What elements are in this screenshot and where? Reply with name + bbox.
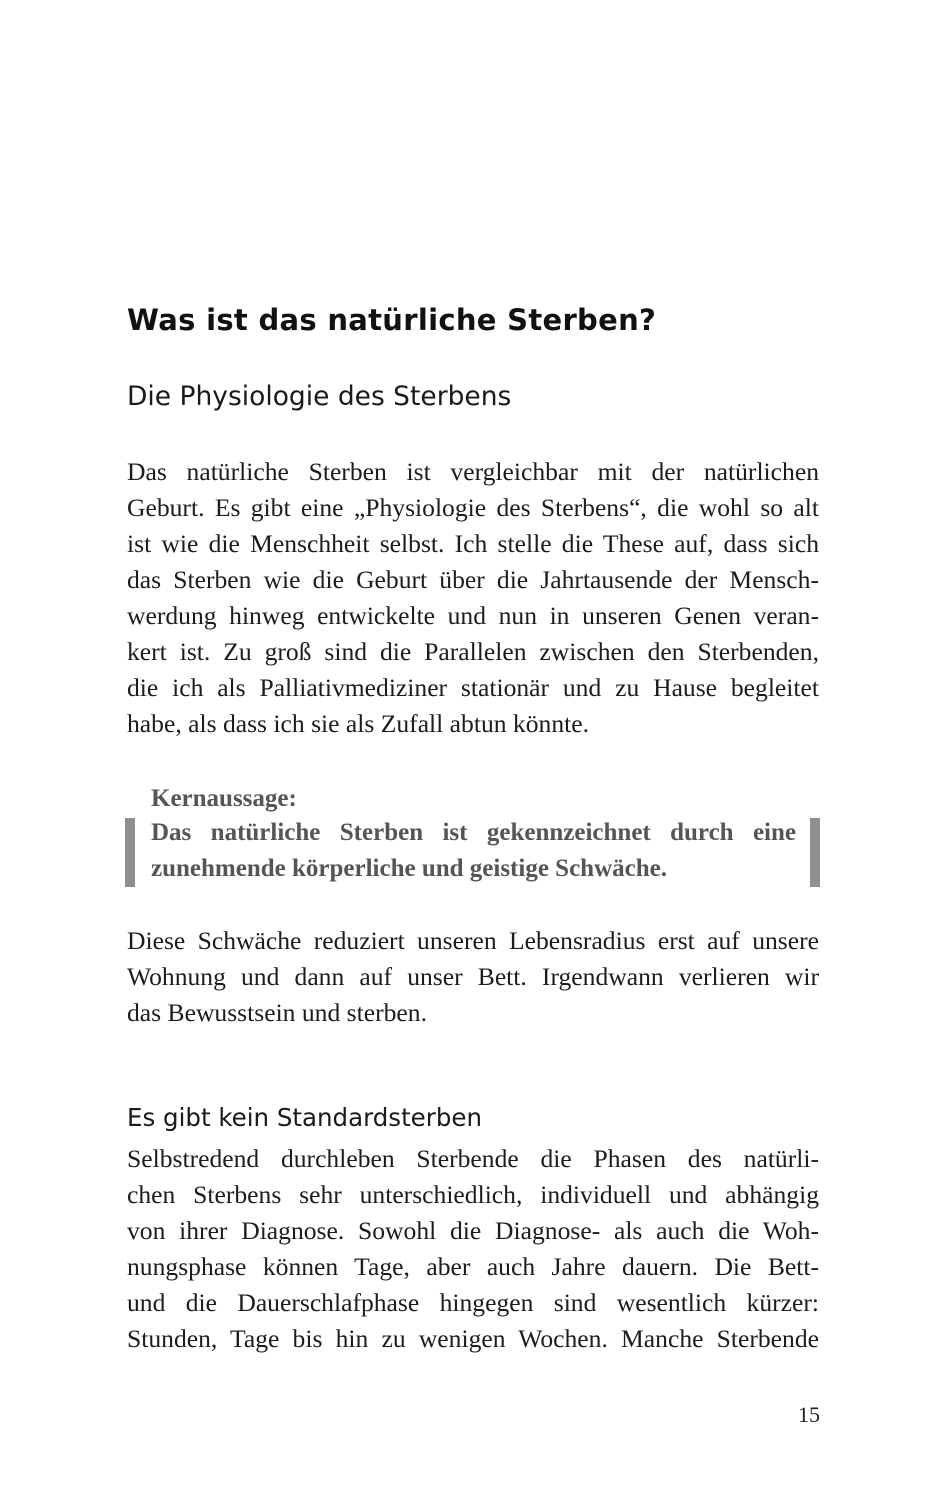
paragraph-no-standard-dying [127,1141,819,1357]
paragraph-line: von ihrer Diagnose. Sowohl die Diagnose- als auch die Woh- [127,1216,819,1245]
callout-label: Kernaussage: [151,785,297,812]
callout-right-bar [810,818,820,887]
chapter-title: Was ist das natürliche Sterben? [127,303,657,337]
paragraph-line: die ich als Palliativmediziner stationär und zu Hause begleitet [127,673,819,702]
paragraph-line: Wohnung und dann auf unser Bett. Irgendwann verlieren wir [127,962,819,991]
callout-text [151,815,796,887]
callout-line: Das natürliche Sterben ist gekennzeichnet durch eine [151,819,796,846]
callout-line: zunehmende körperliche und geistige Schwäche. [151,855,667,882]
paragraph-line: Selbstredend durchleben Sterbende die Phasen des natürli- [127,1144,819,1173]
paragraph-line: kert ist. Zu groß sind die Parallelen zwischen den Sterbenden, [127,637,819,666]
paragraph-line: habe, als dass ich sie als Zufall abtun könnte. [127,709,589,738]
section-heading-no-standard-dying: Es gibt kein Standardsterben [127,1103,482,1132]
paragraph-line: und die Dauerschlafphase hingegen sind wesentlich kürzer: [127,1288,819,1317]
paragraph-line: chen Sterbens sehr unterschiedlich, individuell und abhängig [127,1180,819,1209]
paragraph-physiology [127,454,819,742]
page-number: 15 [798,1402,820,1427]
section-heading-physiology: Die Physiologie des Sterbens [127,381,512,412]
paragraph-line: das Sterben wie die Geburt über die Jahrtausende der Mensch- [127,565,819,594]
paragraph-line: Stunden, Tage bis hin zu wenigen Wochen. Manche Sterbende [127,1324,819,1353]
paragraph-line: ist wie die Menschheit selbst. Ich stelle die These auf, dass sich [127,529,819,558]
callout-left-bar [125,818,135,887]
paragraph-line: Geburt. Es gibt eine „Physiologie des Sterbens“, die wohl so alt [127,493,819,522]
paragraph-line: werdung hinweg entwickelte und nun in unseren Genen veran- [127,601,819,630]
paragraph-weakness [127,923,819,1031]
paragraph-line: nungsphase können Tage, aber auch Jahre dauern. Die Bett- [127,1252,819,1281]
paragraph-line: Diese Schwäche reduziert unseren Lebensradius erst auf unsere [127,926,819,955]
paragraph-line: Das natürliche Sterben ist vergleichbar mit der natürlichen [127,457,819,486]
paragraph-line: das Bewusstsein und sterben. [127,998,427,1027]
